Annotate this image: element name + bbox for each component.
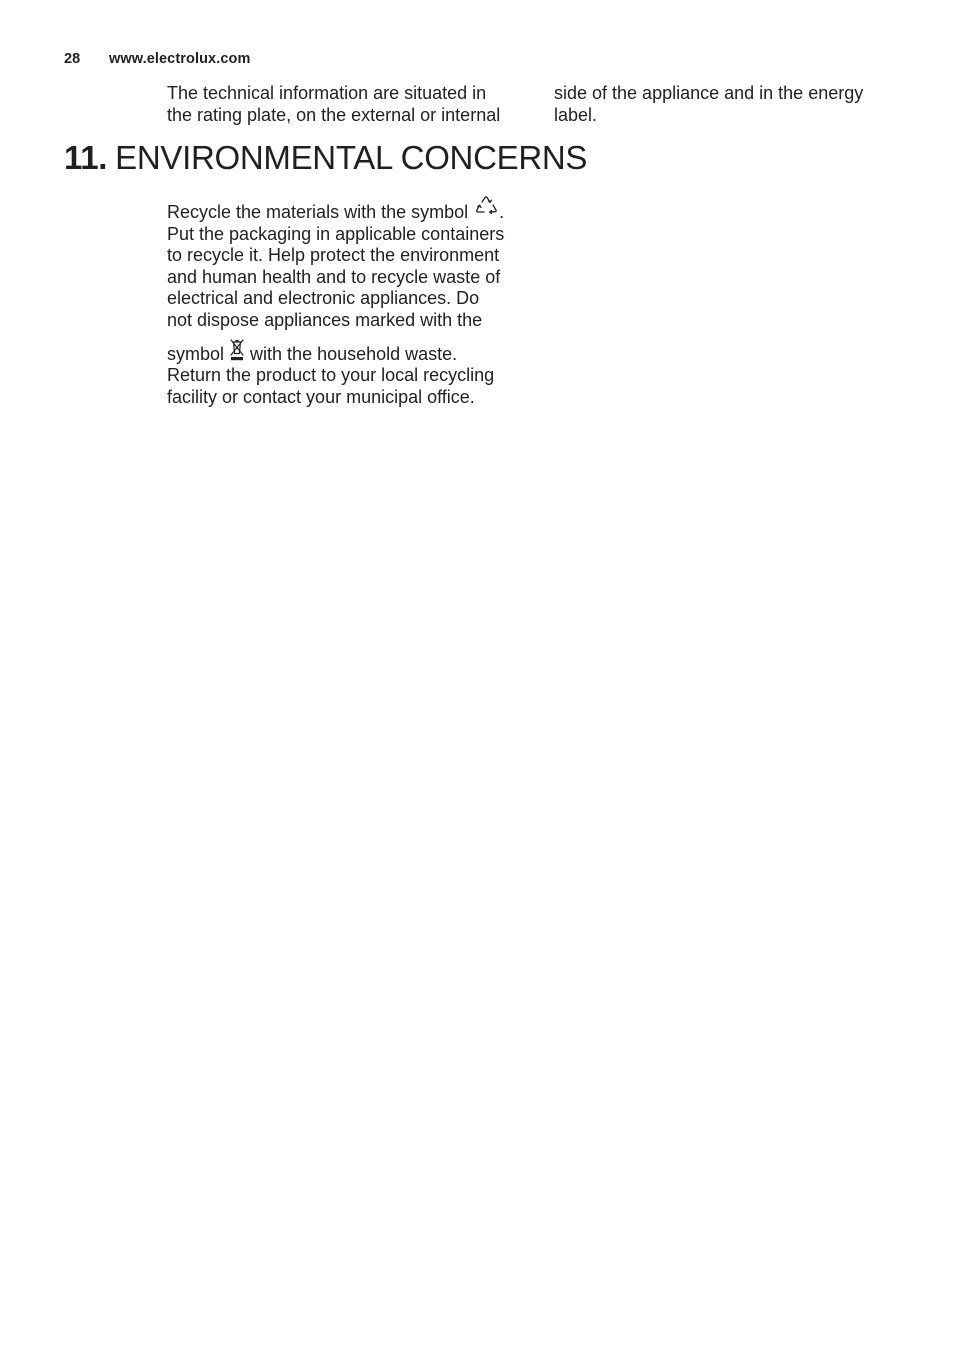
page-number: 28 <box>64 51 81 67</box>
technical-info-left-column <box>167 83 527 126</box>
section-number: 11. <box>64 139 108 176</box>
section-heading <box>64 138 587 178</box>
text-line: facility or contact your municipal office. <box>167 386 475 407</box>
text-fragment: symbol <box>167 343 225 364</box>
environmental-paragraph <box>167 196 537 408</box>
text-fragment: Recycle the materials with the symbol <box>167 202 469 222</box>
text-line: the rating plate, on the external or internal <box>167 104 501 125</box>
crossed-out-bin-icon <box>229 338 245 362</box>
text-fragment: . <box>499 202 505 222</box>
text-line <box>167 196 537 224</box>
text-line: label. <box>554 104 598 125</box>
text-line: and human health and to recycle waste of <box>167 266 501 287</box>
text-line: Return the product to your local recycling <box>167 365 495 386</box>
section-title: ENVIRONMENTAL CONCERNS <box>115 139 588 176</box>
text-line <box>167 338 537 366</box>
text-line: electrical and electronic appliances. Do <box>167 288 480 309</box>
text-fragment: with the household waste. <box>250 343 458 364</box>
technical-info-right-column <box>554 83 894 126</box>
page-header <box>64 51 250 67</box>
website-url[interactable]: www.electrolux.com <box>109 51 251 67</box>
recycle-icon <box>473 196 499 220</box>
text-line: side of the appliance and in the energy <box>554 83 864 103</box>
text-line: not dispose appliances marked with the <box>167 309 483 330</box>
text-line: Put the packaging in applicable containers <box>167 223 505 244</box>
text-line: to recycle it. Help protect the environment <box>167 245 500 266</box>
text-line: The technical information are situated in <box>167 83 487 103</box>
